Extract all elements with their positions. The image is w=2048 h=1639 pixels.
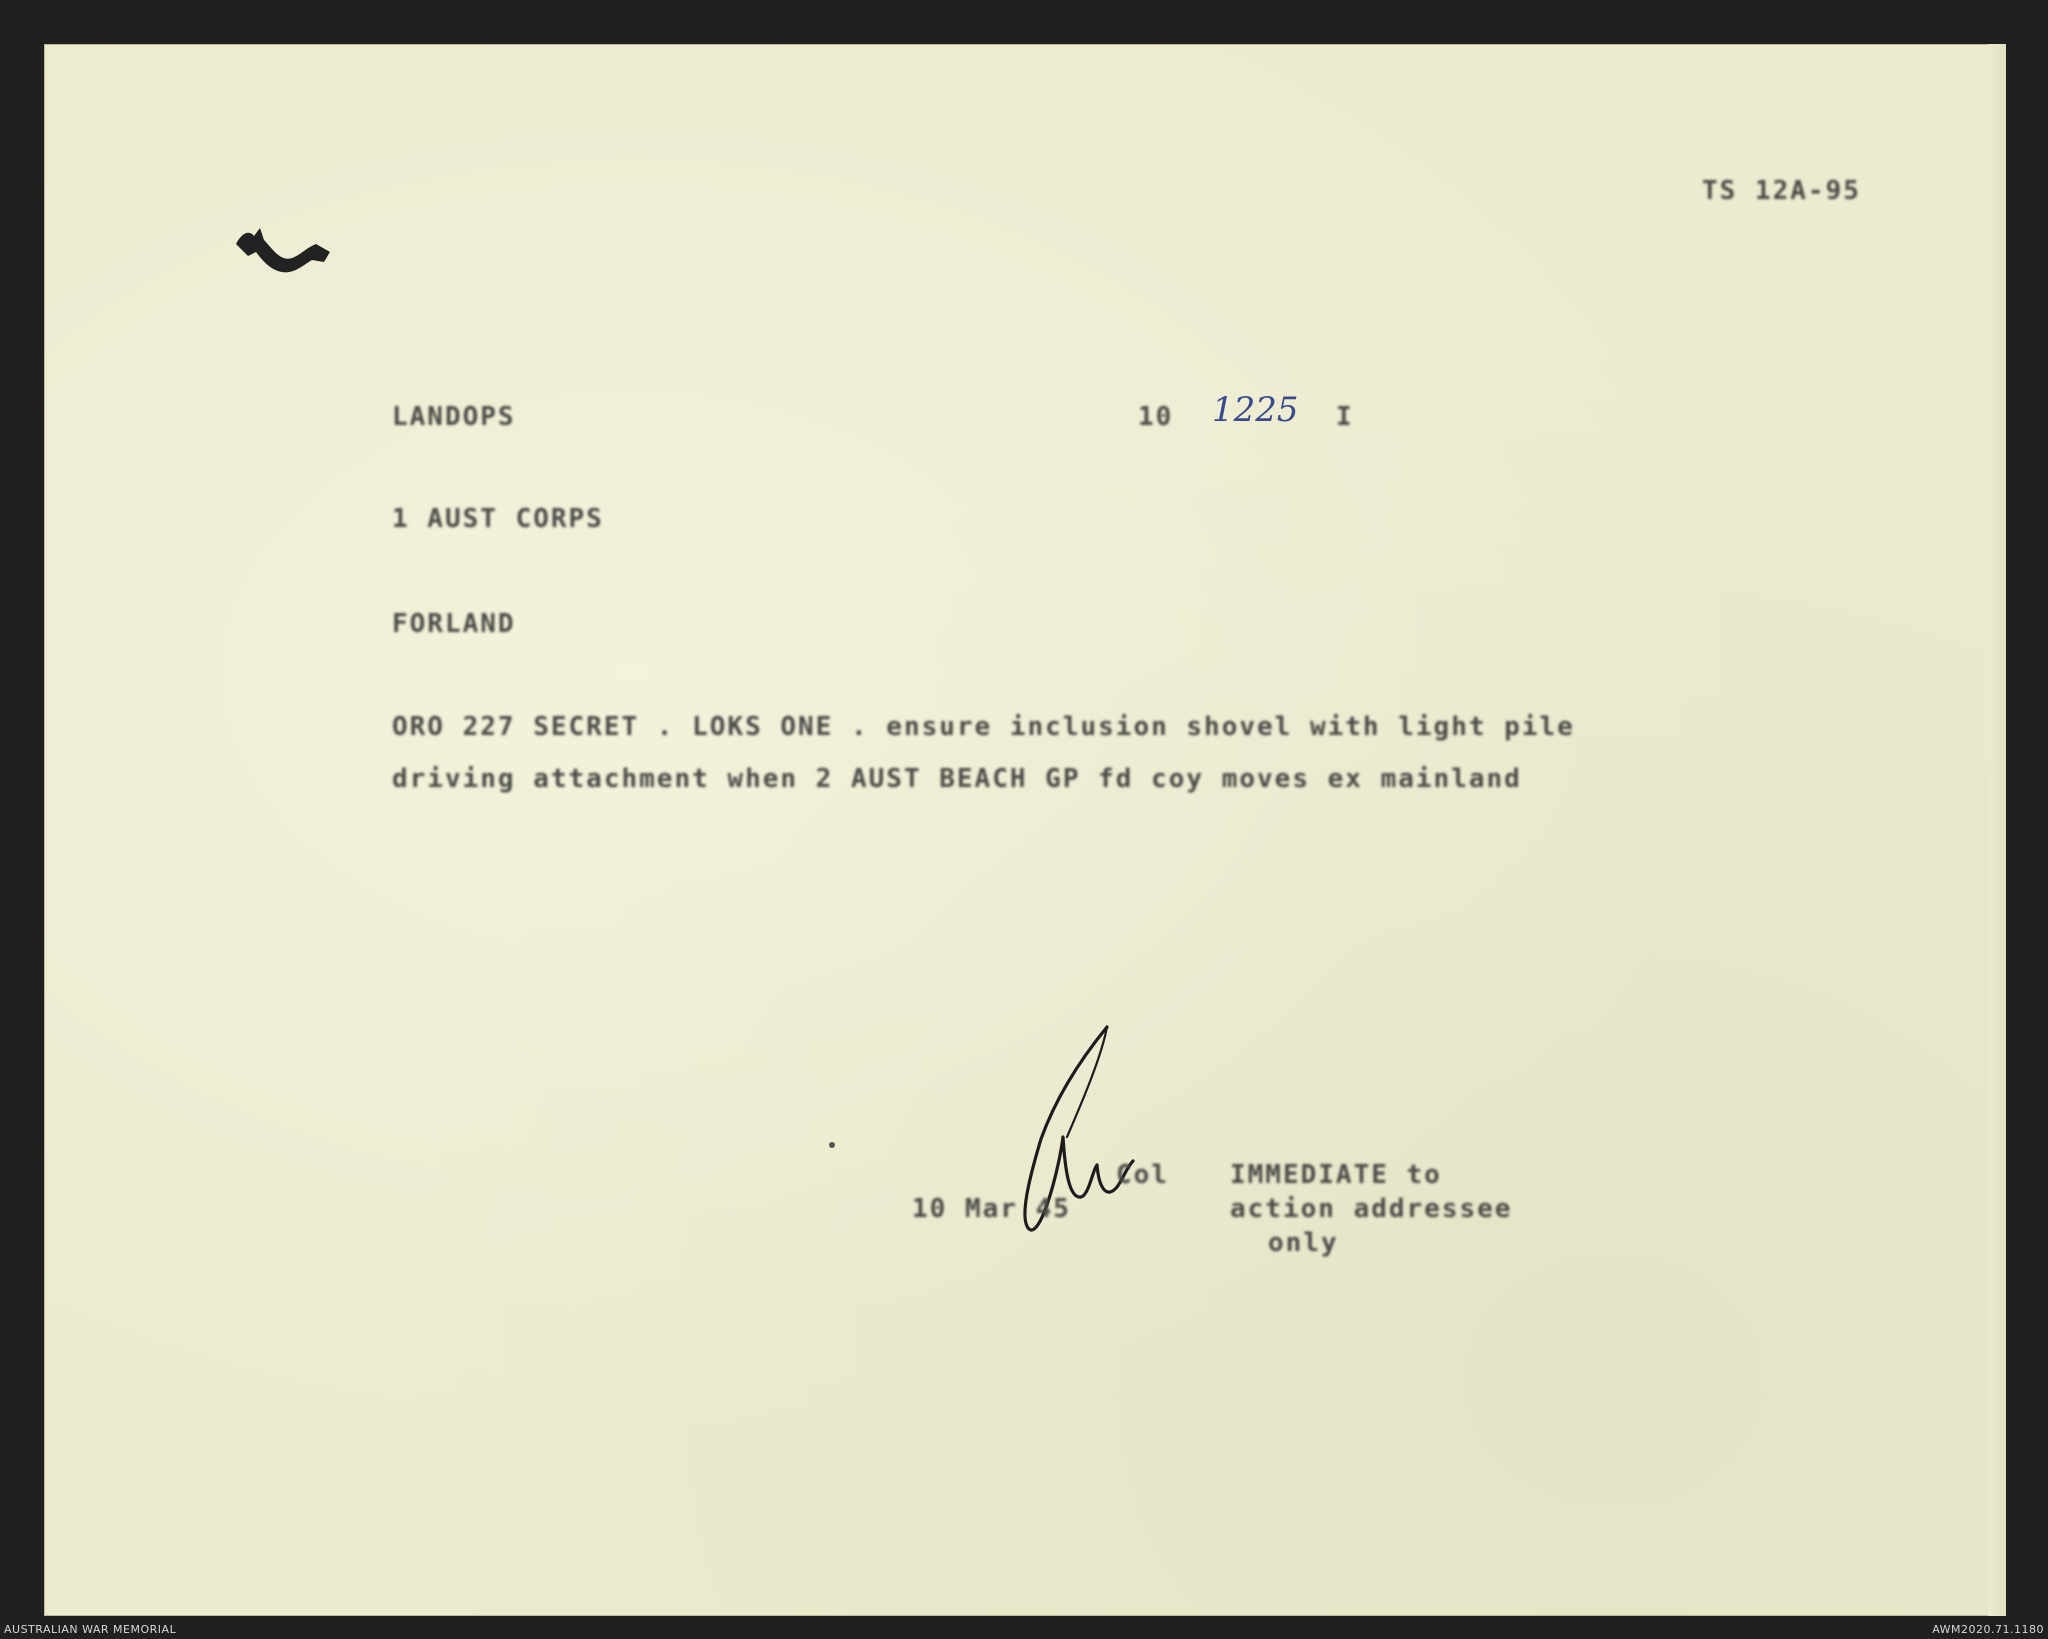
dtg-handwritten-time: 1225 [1212, 390, 1299, 430]
from-field: LANDOPS [392, 402, 516, 432]
footer-accession-number: AWM2020.71.1180 [1932, 1623, 2044, 1636]
message-line-1: ORO 227 SECRET . LOKS ONE . ensure inclusion shovel with light pile [392, 712, 1575, 742]
precedence-line-1: IMMEDIATE to [1230, 1160, 1442, 1190]
footer-institution: AUSTRALIAN WAR MEMORIAL [4, 1623, 177, 1636]
archive-footer [0, 1617, 2048, 1639]
dtg-prefix: 10 [1138, 402, 1174, 432]
page-edge [1988, 44, 2006, 1616]
precedence-line-3: only [1268, 1228, 1339, 1258]
ink-blot-mark [232, 222, 342, 282]
dtg-suffix: I [1336, 402, 1354, 432]
to-field: 1 AUST CORPS [392, 504, 604, 534]
reference-number: TS 12A-95 [1702, 176, 1861, 206]
ink-dot [829, 1142, 835, 1148]
date-field: 10 Mar 45 [912, 1194, 1071, 1224]
message-line-2: driving attachment when 2 AUST BEACH GP fd coy moves ex mainland [392, 764, 1522, 794]
signature-rank: Col [1116, 1160, 1169, 1190]
document-page [44, 44, 2006, 1616]
info-field: FORLAND [392, 609, 516, 639]
precedence-line-2: action addressee [1230, 1194, 1513, 1224]
